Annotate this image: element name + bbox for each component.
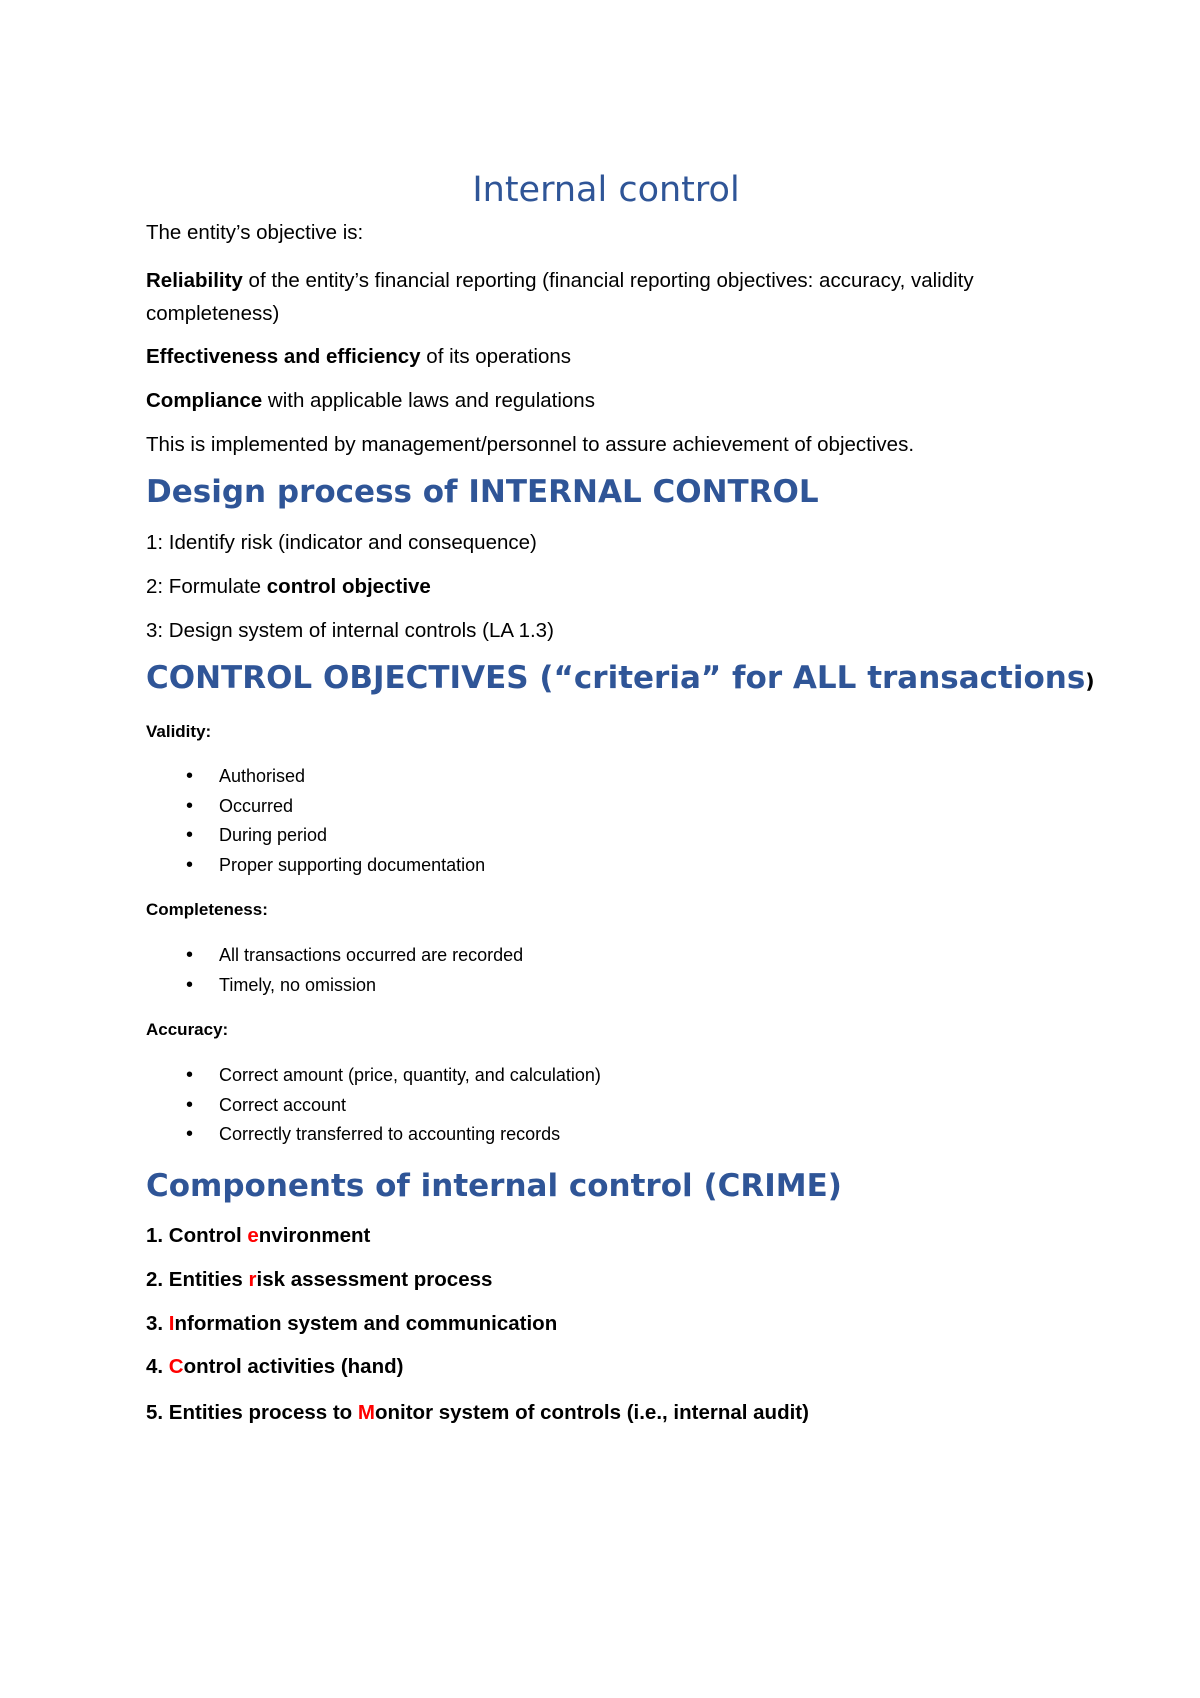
design-heading: Design process of INTERNAL CONTROL: [146, 474, 819, 510]
component-item: [146, 1263, 492, 1296]
component-post: isk assessment process: [256, 1268, 493, 1291]
list-item: • Correct account: [146, 1091, 601, 1121]
component-pre: 3.: [146, 1312, 169, 1335]
objective-compliance: [146, 384, 595, 417]
intro-text: The entity’s objective is:: [146, 221, 364, 244]
component-letter: M: [357, 1401, 375, 1424]
component-item: [146, 1396, 809, 1429]
accuracy-list: [146, 1061, 601, 1150]
list-item: • During period: [146, 821, 485, 851]
component-pre: 5. Entities process to: [146, 1401, 358, 1424]
component-letter: C: [168, 1355, 184, 1378]
component-item: [146, 1307, 557, 1340]
list-item: • Occurred: [146, 792, 485, 822]
component-item: [146, 1350, 403, 1383]
component-letter: r: [248, 1268, 257, 1291]
step-2-text: 2: Formulate: [146, 575, 267, 598]
accuracy-label: Accuracy:: [146, 1020, 229, 1039]
step-2-bold: control objective: [266, 575, 431, 598]
objective-rest: of its operations: [420, 345, 572, 368]
objective-rest: of the entity’s financial reporting (financial reporting objectives: accuracy, validity completeness): [146, 269, 974, 325]
objective-reliability: [146, 264, 1066, 330]
component-pre: 1. Control: [146, 1224, 248, 1247]
list-item: • Timely, no omission: [146, 971, 523, 1001]
design-step-3: 3: Design system of internal controls (LA 1.3): [146, 619, 554, 642]
list-item: • Correctly transferred to accounting records: [146, 1120, 601, 1150]
component-post: nvironment: [258, 1224, 371, 1247]
objective-effectiveness: [146, 340, 571, 373]
objective-bold: Reliability: [146, 269, 243, 292]
list-item: • Authorised: [146, 762, 485, 792]
component-letter: e: [247, 1224, 259, 1247]
control-objectives-heading-text: CONTROL OBJECTIVES (“criteria” for ALL transactions: [146, 660, 1086, 696]
list-item: • All transactions occurred are recorded: [146, 941, 523, 971]
validity-list: [146, 762, 485, 880]
components-heading: Components of internal control (CRIME): [146, 1168, 842, 1204]
control-objectives-heading-tail: ): [1085, 669, 1095, 693]
list-item: • Correct amount (price, quantity, and calculation): [146, 1061, 601, 1091]
completeness-list: [146, 941, 523, 1000]
component-post: ontrol activities (hand): [183, 1355, 404, 1378]
list-item: • Proper supporting documentation: [146, 851, 485, 881]
validity-label: Validity:: [146, 722, 212, 741]
component-pre: 2. Entities: [146, 1268, 249, 1291]
component-post: nformation system and communication: [174, 1312, 558, 1335]
implemented-text: This is implemented by management/personnel to assure achievement of objectives.: [146, 433, 915, 456]
component-pre: 4.: [146, 1355, 169, 1378]
objective-bold: Compliance: [146, 389, 263, 412]
control-objectives-heading: [146, 658, 1094, 701]
design-step-2: [146, 570, 431, 603]
component-letter: I: [168, 1312, 175, 1335]
page-title: Internal control: [472, 170, 740, 210]
completeness-label: Completeness:: [146, 900, 268, 919]
design-step-1: 1: Identify risk (indicator and consequence): [146, 531, 537, 554]
component-post: onitor system of controls (i.e., internal audit): [374, 1401, 809, 1424]
objective-rest: with applicable laws and regulations: [262, 389, 595, 412]
objective-bold: Effectiveness and efficiency: [146, 345, 421, 368]
component-item: [146, 1219, 370, 1252]
